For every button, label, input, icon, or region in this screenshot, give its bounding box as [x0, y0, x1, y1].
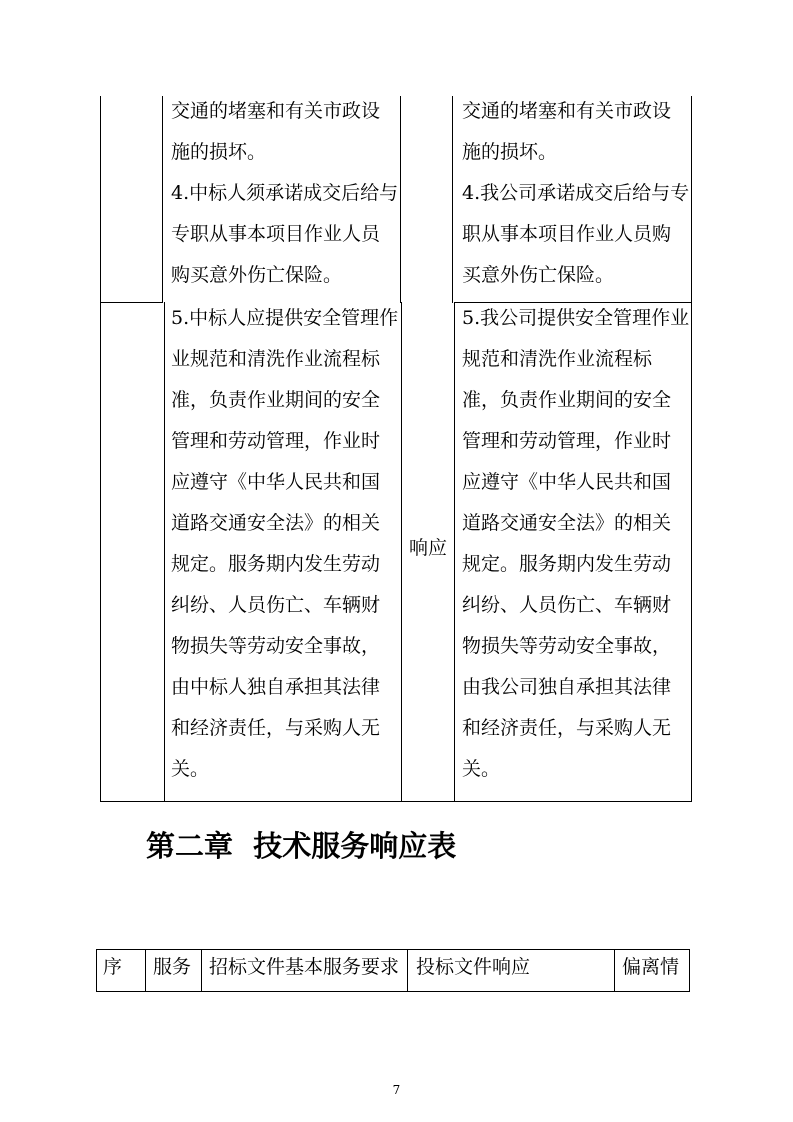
row1-response-line: 职从事本项目作业人员购 [462, 223, 672, 245]
row2-requirement-line: 纠纷、人员伤亡、车辆财 [171, 594, 381, 616]
page-number: 7 [392, 1083, 401, 1097]
table1-right-border [691, 96, 692, 802]
table1-row-divider-left [100, 302, 162, 303]
table2-top-border [96, 949, 690, 950]
table1-col-line [400, 96, 401, 303]
row2-response-line: 关。 [462, 758, 501, 780]
row1-response-line: 买意外伤亡保险。 [462, 264, 615, 286]
chapter-heading: 第二章 技术服务响应表 [146, 829, 457, 863]
table2-bottom-border [96, 991, 690, 992]
table2-col-line [201, 949, 202, 992]
row2-requirement-line: 道路交通安全法》的相关 [171, 512, 381, 534]
row1-response-line: 施的损坏。 [462, 141, 558, 163]
table2-col-line [145, 949, 146, 992]
table2-header-requirement: 招标文件基本服务要求 [209, 956, 400, 978]
row2-requirement-line: 5.中标人应提供安全管理作 [171, 307, 399, 329]
row1-requirement-line: 4.中标人须承诺成交后给与 [171, 182, 399, 204]
table1-left-border [100, 96, 101, 802]
row1-requirement-line: 施的损坏。 [171, 141, 267, 163]
row1-response-cell [462, 91, 689, 296]
row2-response-line: 由我公司独自承担其法律 [462, 676, 672, 698]
row1-response-line: 交通的堵塞和有关市政设 [462, 100, 672, 122]
row2-requirement-line: 和经济责任，与采购人无 [171, 717, 381, 739]
row2-response-line: 应遵守《中华人民共和国 [462, 471, 672, 493]
table2-header-deviation: 偏离情 [622, 956, 680, 978]
row2-requirement-cell [171, 298, 398, 790]
row2-response-line: 5.我公司提供安全管理作业 [462, 307, 690, 329]
row2-response-line: 道路交通安全法》的相关 [462, 512, 672, 534]
row1-response-line: 4.我公司承诺成交后给与专 [462, 182, 690, 204]
table1-bottom-border [100, 801, 692, 802]
row2-requirement-line: 准，负责作业期间的安全 [171, 389, 381, 411]
row2-requirement-line: 由中标人独自承担其法律 [171, 676, 381, 698]
row2-requirement-line: 应遵守《中华人民共和国 [171, 471, 381, 493]
table2-col-line [689, 949, 690, 992]
row2-response-cell [462, 298, 689, 790]
row2-response-line: 准，负责作业期间的安全 [462, 389, 672, 411]
row2-response-line: 和经济责任，与采购人无 [462, 717, 672, 739]
row2-response-line: 物损失等劳动安全事故， [462, 635, 672, 657]
row2-response-line: 管理和劳动管理，作业时 [462, 430, 672, 452]
row2-response-line: 纠纷、人员伤亡、车辆财 [462, 594, 672, 616]
table1-col-line [401, 302, 402, 802]
row1-requirement-cell [171, 91, 398, 296]
row2-requirement-line: 管理和劳动管理，作业时 [171, 430, 381, 452]
table1-col-line [454, 302, 455, 802]
table1-col-line [164, 302, 165, 802]
table2-header-seq: 序 [103, 956, 123, 978]
table2-col-line [407, 949, 408, 992]
row2-response-line: 规定。服务期内发生劳动 [462, 553, 672, 575]
row1-requirement-line: 交通的堵塞和有关市政设 [171, 100, 381, 122]
row1-requirement-line: 专职从事本项目作业人员 [171, 223, 381, 245]
row2-response-col: 响应 [409, 537, 448, 559]
row2-requirement-line: 物损失等劳动安全事故， [171, 635, 381, 657]
table2-header-response: 投标文件响应 [416, 956, 531, 978]
row2-response-line: 规范和清洗作业流程标 [462, 348, 653, 370]
row1-requirement-line: 购买意外伤亡保险。 [171, 264, 343, 286]
table2-col-line [614, 949, 615, 992]
row2-requirement-line: 关。 [171, 758, 210, 780]
table2-header-service: 服务 [153, 956, 192, 978]
row2-requirement-line: 业规范和清洗作业流程标 [171, 348, 381, 370]
row2-requirement-line: 规定。服务期内发生劳动 [171, 553, 381, 575]
table2-col-line [96, 949, 97, 992]
table1-col-line [162, 96, 163, 303]
table1-col-line [452, 96, 453, 303]
